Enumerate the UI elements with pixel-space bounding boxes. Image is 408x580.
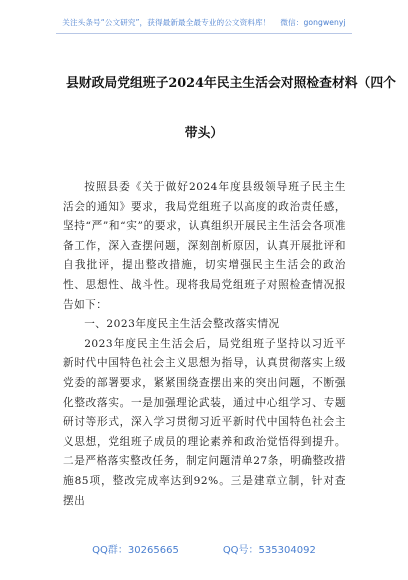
promo-banner	[0, 17, 408, 28]
intro-paragraph: 按照县委《关于做好2024年度县级领导班子民主生活会的通知》要求，我局党组班子以高度的政治责任感，坚持“严”和“实”的要求，认真组织开展民主生活会各项准备工作，深入查摆问题，深刻剖析原因，认真开展批评和自我批评，提出整改措施，切实增强民主生活会的政治性、思想性、战斗性。现将我局党组班子对照检查情况报告如下：	[63, 181, 346, 311]
qq-group: QQ群：30265665	[92, 545, 179, 556]
document-body	[63, 178, 346, 511]
document-title-line-2: 带头）	[184, 126, 224, 141]
section-heading: 一、2023年度民主生活会整改落实情况	[84, 318, 280, 331]
wechat-id: 微信：gongwenyj	[280, 18, 346, 27]
document-title-line-1: 县财政局党组班子2024年民主生活会对照检查材料（四个	[66, 76, 396, 91]
section-paragraph: 2023年度民主生活会后，局党组班子坚持以习近平新时代中国特色社会主义思想为指导，认真贯彻落实上级党委的部署要求，紧紧围绕查摆出来的突出问题，不断强化整改落实。一是加强理论武装，通过中心组学习、专题研讨等形式，深入学习贯彻习近平新时代中国特色社会主义思想，党组班子成员的理论素养和政治觉悟得到提升。二是严格落实整改任务，制定问题清单27条，明确整改措施85项，整改完成率达到92%。三是建章立制，针对查摆出	[63, 337, 346, 507]
promo-banner-text: 关注头条号“公文研究”，获得最新最全最专业的公文资料库！	[62, 18, 271, 27]
banner-divider	[56, 33, 352, 34]
contact-footer	[0, 541, 408, 556]
qq-number: QQ号：535304092	[222, 545, 316, 556]
